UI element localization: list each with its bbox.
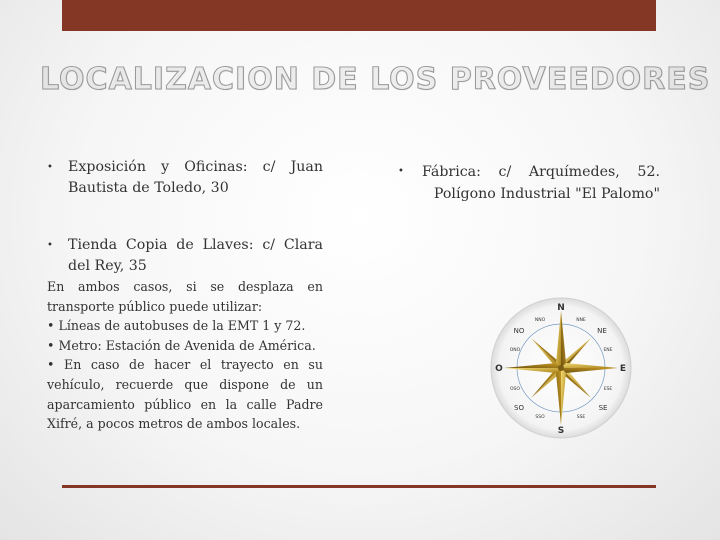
bullet-text: Tienda Copia de Llaves: c/ Clara del Rey, 35 bbox=[68, 237, 323, 274]
compass-label-o: O bbox=[495, 364, 503, 374]
compass-label-e: E bbox=[619, 364, 627, 374]
bullet-dot: • bbox=[47, 240, 53, 251]
bullet-dot: • bbox=[47, 162, 53, 173]
bullet-dot: • bbox=[47, 357, 55, 373]
compass-label-ese: ESE bbox=[603, 387, 613, 392]
compass-label-oso: OSO bbox=[510, 387, 520, 392]
transport-note: En ambos casos, si se desplaza en transporte público puede utilizar: bbox=[47, 279, 323, 314]
bullet-dot: • bbox=[47, 318, 55, 334]
sub-item-vehiculo bbox=[47, 355, 323, 433]
compass-label-ne: NE bbox=[597, 327, 607, 335]
bottom-accent-rule bbox=[62, 485, 656, 488]
bullet-text: Exposición y Oficinas: c/ Juan Bautista de Toledo, 30 bbox=[68, 159, 323, 196]
sub-item-text: Metro: Estación de Avenida de América. bbox=[58, 337, 316, 353]
compass-center bbox=[558, 365, 564, 371]
slide-title: LOCALIZACION DE LOS PROVEEDORES bbox=[40, 62, 711, 97]
compass-rose-icon bbox=[490, 297, 632, 439]
compass-label-nno: NNO bbox=[534, 318, 546, 323]
sub-item-text: Líneas de autobuses de la EMT 1 y 72. bbox=[58, 318, 306, 334]
bullet-fabrica: Fábrica: c/ Arquímedes, 52. Polígono Industrial "El Palomo" bbox=[422, 164, 660, 202]
compass-label-nne: NNE bbox=[576, 318, 586, 323]
compass-label-ene: ENE bbox=[603, 348, 613, 353]
spacer bbox=[47, 199, 323, 235]
compass-label-n: N bbox=[557, 303, 565, 313]
compass-label-ono: ONO bbox=[509, 348, 521, 353]
bullet-dot: • bbox=[47, 337, 55, 353]
compass-label-sse: SSE bbox=[576, 415, 586, 420]
bullet-exposicion bbox=[47, 157, 323, 199]
sub-item-bus bbox=[47, 316, 323, 336]
top-accent-bar bbox=[62, 0, 656, 31]
right-column bbox=[398, 161, 660, 205]
left-column bbox=[47, 157, 323, 434]
bullet-dot: • bbox=[398, 166, 404, 177]
compass-label-sso: SSO bbox=[535, 415, 545, 420]
bullet-tienda bbox=[47, 235, 323, 277]
sub-item-metro bbox=[47, 336, 323, 356]
compass-label-se: SE bbox=[598, 404, 608, 412]
sub-item-text: En caso de hacer el trayecto en su vehículo, recuerde que dispone de un aparcamiento público en la calle Padre Xifré, a pocos metros de ambos locales. bbox=[47, 357, 323, 432]
compass-label-s: S bbox=[557, 426, 565, 436]
compass-label-no: NO bbox=[513, 327, 525, 335]
compass-label-so: SO bbox=[514, 404, 524, 412]
